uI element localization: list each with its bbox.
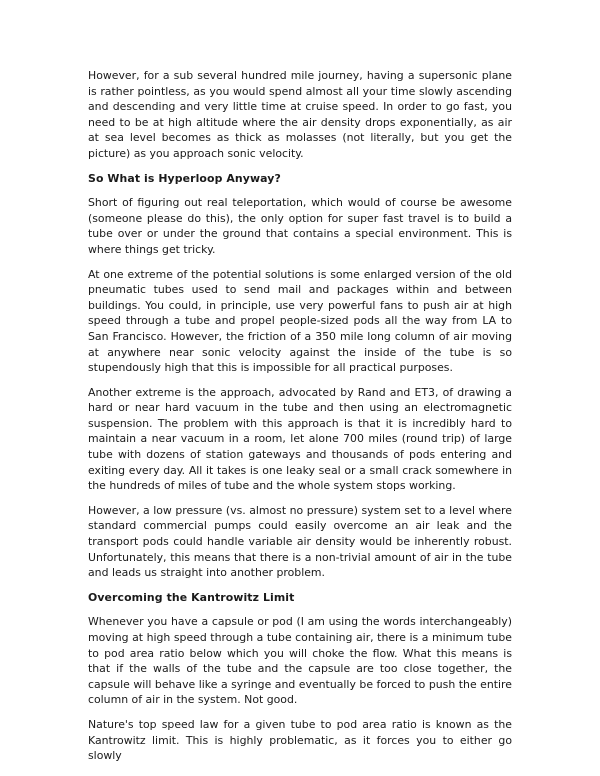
paragraph-capsule-choke-flow: Whenever you have a capsule or pod (I am using the words interchangeably) moving at high speed through a tube containing air, there is a minimum tube to pod area ratio below which you will choke the flow. What this means is that if the walls of the tube and the capsule are too close together, the capsule will behave like a syringe and eventually be forced to push the entire column of air in the system. Not good. [88, 615, 512, 707]
paragraph-teleportation-tube: Short of figuring out real teleportation, which would of course be awesome (someone please do this), the only option for super fast travel is to build a tube over or under the ground that contains a special environment. This is where things get tricky. [88, 196, 512, 256]
heading-so-what-is-hyperloop-anyway: So What is Hyperloop Anyway? [88, 171, 281, 185]
paragraph-low-pressure-system: However, a low pressure (vs. almost no pressure) system set to a level where standard commercial pumps could easily overcome an air leak and the transport pods could handle variable air density would be inherently robust. Unfortunately, this means that there is a non-trivial amount of air in the tube and leads us straight into another problem. [88, 503, 512, 580]
paragraph-kantrowitz-limit-law: Nature's top speed law for a given tube to pod area ratio is known as the Kantrowitz limit. This is highly problematic, as it forces you to either go slowly [88, 717, 512, 763]
heading-overcoming-the-kantrowitz-limit: Overcoming the Kantrowitz Limit [88, 590, 295, 604]
document-text-column [88, 68, 512, 764]
paragraph-supersonic-plane: However, for a sub several hundred mile journey, having a supersonic plane is rather pointless, as you would spend almost all your time slowly ascending and descending and very little time at cruise speed. In order to go fast, you need to be at high altitude where the air density drops exponentially, as air at sea level becomes as thick as molasses (not literally, but you get the picture) as you approach sonic velocity. [88, 69, 512, 160]
paragraph-vacuum-rand-et3: Another extreme is the approach, advocated by Rand and ET3, of drawing a hard or near hard vacuum in the tube and then using an electromagnetic suspension. The problem with this approach is that it is incredibly hard to maintain a near vacuum in a room, let alone 700 miles (round trip) of large tube with dozens of station gateways and thousands of pods entering and exiting every day. All it takes is one leaky seal or a small crack somewhere in the hundreds of miles of tube and the whole system stops working. [88, 385, 512, 493]
paragraph-pneumatic-tubes: At one extreme of the potential solutions is some enlarged version of the old pneumatic tubes used to send mail and packages within and between buildings. You could, in principle, use very powerful fans to push air at high speed through a tube and propel people-sized pods all the way from LA to San Francisco. However, the friction of a 350 mile long column of air moving at anywhere near sonic velocity against the inside of the tube is so stupendously high that this is impossible for all practical purposes. [88, 267, 512, 375]
